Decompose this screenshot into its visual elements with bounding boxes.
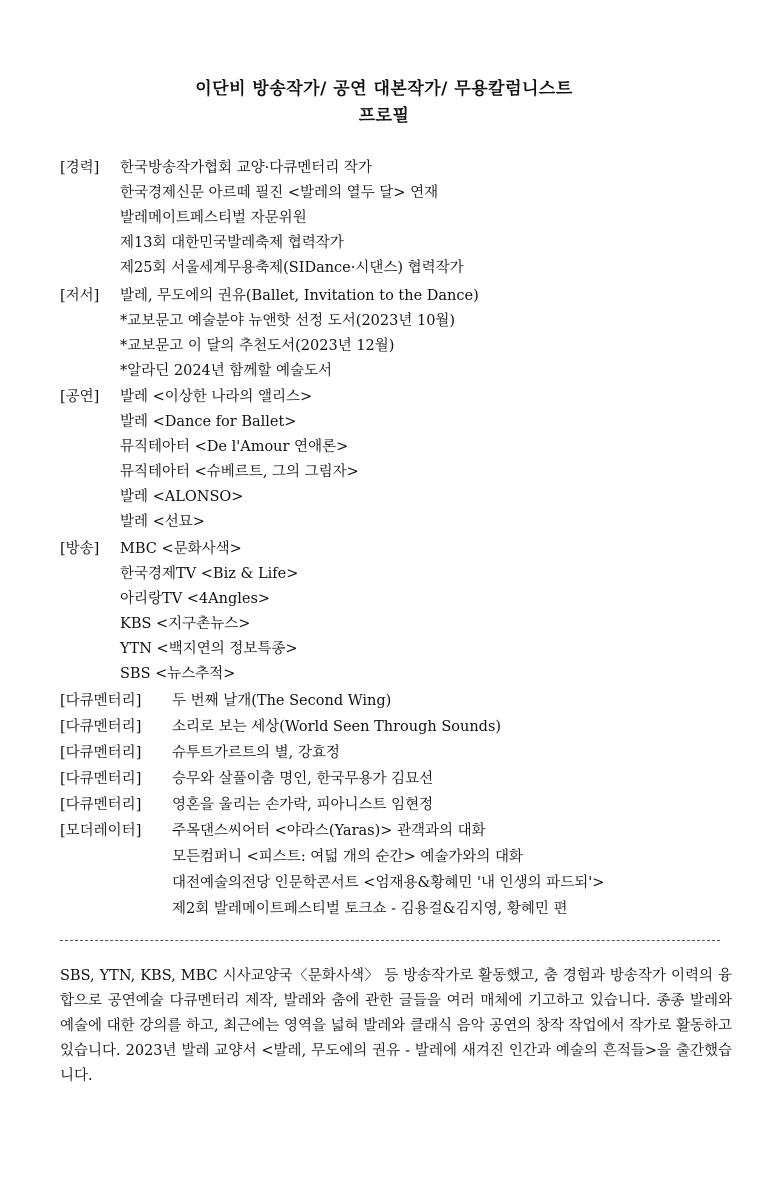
performance-item: 발레 <ALONSO> <box>120 489 244 505</box>
section-tag-documentary: [다큐멘터리] <box>60 693 142 709</box>
documentary-item: 승무와 살풀이춤 명인, 한국무용가 김묘선 <box>172 771 434 787</box>
moderator-item: 제2회 발레메이트페스티벌 토크쇼 - 김용걸&김지영, 황혜민 편 <box>172 901 568 917</box>
section-tag-documentary: [다큐멘터리] <box>60 719 142 735</box>
broadcast-item: YTN <백지연의 정보특종> <box>120 641 298 657</box>
section-tag-books: [저서] <box>60 288 100 304</box>
career-item: 제25회 서울세계무용축제(SIDance·시댄스) 협력작가 <box>120 260 464 276</box>
section-tag-broadcast: [방송] <box>60 541 100 557</box>
performance-item: 뮤직테아터 <De l'Amour 연애론> <box>120 439 349 455</box>
broadcast-item: 한국경제TV <Biz & Life> <box>120 566 299 582</box>
broadcast-item: 아리랑TV <4Angles> <box>120 591 271 607</box>
documentary-item: 소리로 보는 세상(World Seen Through Sounds) <box>172 719 502 735</box>
broadcast-item: KBS <지구촌뉴스> <box>120 616 251 632</box>
page-title: 이단비 방송작가/ 공연 대본작가/ 무용칼럼니스트 <box>195 79 573 99</box>
moderator-item: 모든컴퍼니 <피스트: 여덟 개의 순간> 예술가와의 대화 <box>172 849 523 865</box>
book-note: *교보문고 이 달의 추천도서(2023년 12월) <box>120 338 395 354</box>
book-note: *교보문고 예술분야 뉴앤핫 선정 도서(2023년 10월) <box>120 313 456 329</box>
page-subtitle: 프로필 <box>358 106 410 126</box>
section-tag-career: [경력] <box>60 160 100 176</box>
section-tag-moderator: [모더레이터] <box>60 823 142 839</box>
dashed-divider <box>60 940 720 941</box>
career-item: 발레메이트페스티벌 자문위원 <box>120 210 307 226</box>
section-tag-performances: [공연] <box>60 389 100 405</box>
career-item: 한국경제신문 아르떼 필진 <발레의 열두 달> 연재 <box>120 185 439 201</box>
career-item: 한국방송작가협회 교양·다큐멘터리 작가 <box>120 160 372 176</box>
summary-paragraph: SBS, YTN, KBS, MBC 시사교양국〈문화사색〉 등 방송작가로 활동했고, 춤 경험과 방송작가 이력의 융합으로 공연예술 다큐멘터리 제작, 발레와 춤에 관한 글들을 여러 매체에 기고하고 있습니다. 종종 발레와 예술에 대한 강의를 하고, 최근에는 영역을 넓혀 발레와 클래식 음악 공연의 창작 작업에서 작가로 활동하고 있습니다. 2023년 발레 교양서 <발레, 무도에의 권유 - 발레에 새겨진 인간과 예술의 흔적들>을 출간했습니다. <box>60 968 732 1084</box>
moderator-item: 대전예술의전당 인문학콘서트 <엄재용&황혜민 '내 인생의 파드되'> <box>172 875 605 891</box>
performance-item: 발레 <선묘> <box>120 514 205 530</box>
section-tag-documentary: [다큐멘터리] <box>60 797 142 813</box>
section-tag-documentary: [다큐멘터리] <box>60 745 142 761</box>
career-item: 제13회 대한민국발레축제 협력작가 <box>120 235 344 251</box>
performance-item: 뮤직테아터 <슈베르트, 그의 그림자> <box>120 464 359 480</box>
broadcast-item: SBS <뉴스추적> <box>120 666 236 682</box>
performance-item: 발레 <이상한 나라의 앨리스> <box>120 389 313 405</box>
book-note: *알라딘 2024년 함께할 예술도서 <box>120 363 333 379</box>
documentary-item: 슈투트가르트의 별, 강효정 <box>172 745 340 761</box>
documentary-item: 영혼을 울리는 손가락, 피아니스트 임현정 <box>172 797 434 813</box>
moderator-item: 주목댄스씨어터 <야라스(Yaras)> 관객과의 대화 <box>172 823 486 839</box>
documentary-item: 두 번째 날개(The Second Wing) <box>172 693 392 709</box>
book-item: 발레, 무도에의 권유(Ballet, Invitation to the Dance) <box>120 288 479 304</box>
broadcast-item: MBC <문화사색> <box>120 541 242 557</box>
performance-item: 발레 <Dance for Ballet> <box>120 414 297 430</box>
section-tag-documentary: [다큐멘터리] <box>60 771 142 787</box>
